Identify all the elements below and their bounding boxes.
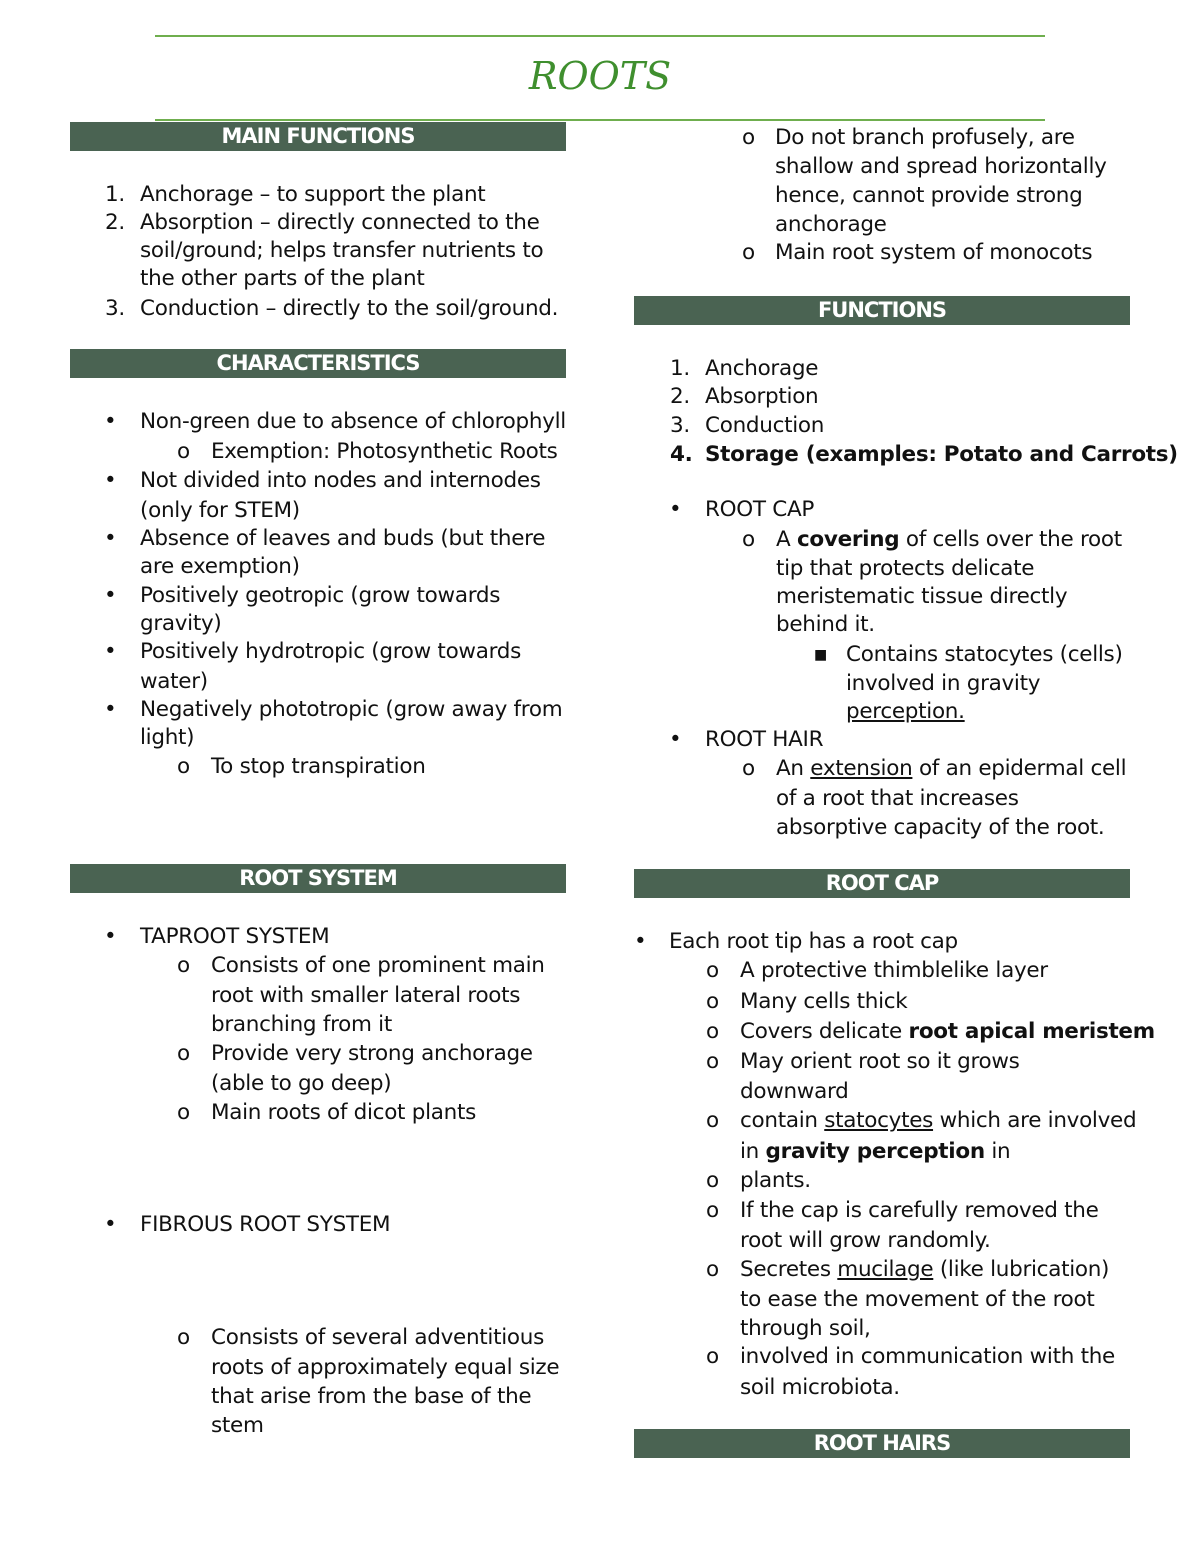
circle-bullet-icon: o <box>742 240 755 265</box>
list-subitem <box>776 526 1122 554</box>
circle-bullet-icon: o <box>177 1100 190 1125</box>
bullet-icon: • <box>104 1212 117 1237</box>
list-subitem: downward <box>740 1079 849 1104</box>
list-subitem: Consists of one prominent main <box>211 953 545 978</box>
text-run: Covers delicate <box>740 1019 909 1044</box>
list-subitem: May orient root so it grows <box>740 1049 1020 1074</box>
list-subitem: through soil, <box>740 1316 871 1341</box>
bullet-icon: • <box>104 583 117 608</box>
bullet-icon: • <box>634 929 647 954</box>
list-subitem: Exemption: Photosynthetic Roots <box>211 439 558 464</box>
text-run: in <box>984 1139 1011 1164</box>
list-subitem: hence, cannot provide strong <box>775 183 1083 208</box>
root-hairs-header: ROOT HAIRS <box>634 1429 1130 1458</box>
list-subitem: root with smaller lateral roots <box>211 983 521 1008</box>
list-item: Anchorage <box>705 356 819 381</box>
circle-bullet-icon: o <box>742 527 755 552</box>
list-subitem: tip that protects delicate <box>776 556 1035 581</box>
circle-bullet-icon: o <box>706 1049 719 1074</box>
list-subitem: roots of approximately equal size <box>211 1355 560 1380</box>
list-subitem: Consists of several adventitious <box>211 1325 544 1350</box>
list-item: Absorption <box>705 384 819 409</box>
list-item: Anchorage – to support the plant <box>140 182 486 207</box>
circle-bullet-icon: o <box>177 1041 190 1066</box>
list-subsubitem: Contains statocytes (cells) <box>846 642 1123 667</box>
list-item: TAPROOT SYSTEM <box>140 924 330 949</box>
list-subitem: Main roots of dicot plants <box>211 1100 476 1125</box>
list-subitem: anchorage <box>775 212 887 237</box>
list-number: 1. <box>670 356 690 381</box>
list-subitem: branching from it <box>211 1012 392 1037</box>
list-item: Storage (examples: Potato and Carrots) <box>705 442 1178 467</box>
list-item: Absence of leaves and buds (but there <box>140 526 546 551</box>
bold-term: gravity perception <box>765 1139 985 1164</box>
circle-bullet-icon: o <box>706 958 719 983</box>
list-subitem <box>740 1256 1109 1284</box>
functions-header: FUNCTIONS <box>634 296 1130 325</box>
list-subitem: root will grow randomly. <box>740 1228 991 1253</box>
bold-term: root apical meristem <box>908 1019 1155 1044</box>
bullet-icon: • <box>104 468 117 493</box>
list-subitem: meristematic tissue directly <box>776 584 1068 609</box>
underlined-term: mucilage <box>837 1257 934 1282</box>
list-subitem: that arise from the base of the <box>211 1384 532 1409</box>
list-subitem: absorptive capacity of the root. <box>776 815 1105 840</box>
bullet-icon: • <box>104 409 117 434</box>
list-subitem: (able to go deep) <box>211 1071 392 1096</box>
list-subitem: shallow and spread horizontally <box>775 154 1107 179</box>
underlined-term: extension <box>810 756 913 781</box>
list-subitem: to ease the movement of the root <box>740 1287 1095 1312</box>
text-run: contain <box>740 1108 825 1133</box>
list-subitem: A protective thimblelike layer <box>740 958 1048 983</box>
list-item: Positively hydrotropic (grow towards <box>140 639 521 664</box>
bullet-icon: • <box>104 697 117 722</box>
root-cap-header: ROOT CAP <box>634 869 1130 898</box>
list-subitem: Many cells thick <box>740 989 908 1014</box>
list-subitem <box>776 755 1126 783</box>
text-run: An <box>776 756 811 781</box>
list-item: water) <box>140 669 208 694</box>
list-item: Conduction <box>705 413 825 438</box>
list-number: 1. <box>105 182 125 207</box>
list-subitem <box>740 1018 1155 1046</box>
list-subitem: involved in communication with the <box>740 1344 1115 1369</box>
list-subitem: of a root that increases <box>776 786 1019 811</box>
list-subitem: behind it. <box>776 612 875 637</box>
circle-bullet-icon: o <box>706 1257 719 1282</box>
list-number: 4. <box>670 442 693 467</box>
list-subitem: plants. <box>740 1168 811 1193</box>
text-run: of cells over the root <box>899 527 1122 552</box>
title-underline <box>155 119 1045 121</box>
list-item: ROOT HAIR <box>705 727 824 752</box>
bullet-icon: • <box>104 526 117 551</box>
page-title: ROOTS <box>528 54 672 98</box>
circle-bullet-icon: o <box>177 953 190 978</box>
list-item: ROOT CAP <box>705 497 815 522</box>
list-item: Absorption – directly connected to the <box>140 210 540 235</box>
root-system-header: ROOT SYSTEM <box>70 864 566 893</box>
list-subsubitem: involved in gravity <box>846 671 1041 696</box>
circle-bullet-icon: o <box>177 1325 190 1350</box>
circle-bullet-icon: o <box>706 1198 719 1223</box>
circle-bullet-icon: o <box>742 125 755 150</box>
list-subitem: Provide very strong anchorage <box>211 1041 533 1066</box>
circle-bullet-icon: o <box>177 754 190 779</box>
list-subitem: Do not branch profusely, are <box>775 125 1075 150</box>
main-functions-header: MAIN FUNCTIONS <box>70 122 566 151</box>
bullet-icon: • <box>104 639 117 664</box>
circle-bullet-icon: o <box>177 439 190 464</box>
text-run: in <box>740 1139 766 1164</box>
list-item: gravity) <box>140 611 222 636</box>
list-item: Not divided into nodes and internodes <box>140 468 541 493</box>
bullet-icon: • <box>669 497 682 522</box>
list-subitem <box>740 1138 1010 1166</box>
list-item: are exemption) <box>140 554 300 579</box>
text-run: A <box>776 527 797 552</box>
square-bullet-icon: ■ <box>814 647 827 663</box>
list-subitem: Main root system of monocots <box>775 240 1093 265</box>
list-subitem <box>740 1107 1136 1135</box>
bullet-icon: • <box>104 924 117 949</box>
underlined-term: statocytes <box>824 1108 934 1133</box>
list-item: the other parts of the plant <box>140 266 425 291</box>
list-subitem: To stop transpiration <box>211 754 426 779</box>
list-number: 3. <box>105 296 125 321</box>
circle-bullet-icon: o <box>706 1168 719 1193</box>
list-number: 3. <box>670 413 690 438</box>
list-item: Each root tip has a root cap <box>669 929 958 954</box>
list-item: soil/ground; helps transfer nutrients to <box>140 238 544 263</box>
list-subitem: soil microbiota. <box>740 1375 900 1400</box>
list-item: light) <box>140 725 195 750</box>
list-subsubitem: perception. <box>846 699 965 724</box>
list-item: Positively geotropic (grow towards <box>140 583 501 608</box>
text-run: of an epidermal cell <box>912 756 1127 781</box>
characteristics-header: CHARACTERISTICS <box>70 349 566 378</box>
text-run: (like lubrication) <box>933 1257 1110 1282</box>
bullet-icon: • <box>669 727 682 752</box>
list-number: 2. <box>670 384 690 409</box>
list-number: 2. <box>105 210 125 235</box>
text-run: Secretes <box>740 1257 838 1282</box>
top-rule <box>155 35 1045 37</box>
list-subitem: If the cap is carefully removed the <box>740 1198 1099 1223</box>
circle-bullet-icon: o <box>706 1108 719 1133</box>
list-subitem: stem <box>211 1413 264 1438</box>
list-item: Conduction – directly to the soil/ground. <box>140 296 559 321</box>
list-item: (only for STEM) <box>140 498 300 523</box>
circle-bullet-icon: o <box>706 1019 719 1044</box>
list-item: FIBROUS ROOT SYSTEM <box>140 1212 391 1237</box>
text-run: which are involved <box>933 1108 1137 1133</box>
circle-bullet-icon: o <box>742 756 755 781</box>
bold-term: covering <box>796 527 900 552</box>
circle-bullet-icon: o <box>706 1344 719 1369</box>
circle-bullet-icon: o <box>706 989 719 1014</box>
list-item: Non-green due to absence of chlorophyll <box>140 409 566 434</box>
list-item: Negatively phototropic (grow away from <box>140 697 563 722</box>
